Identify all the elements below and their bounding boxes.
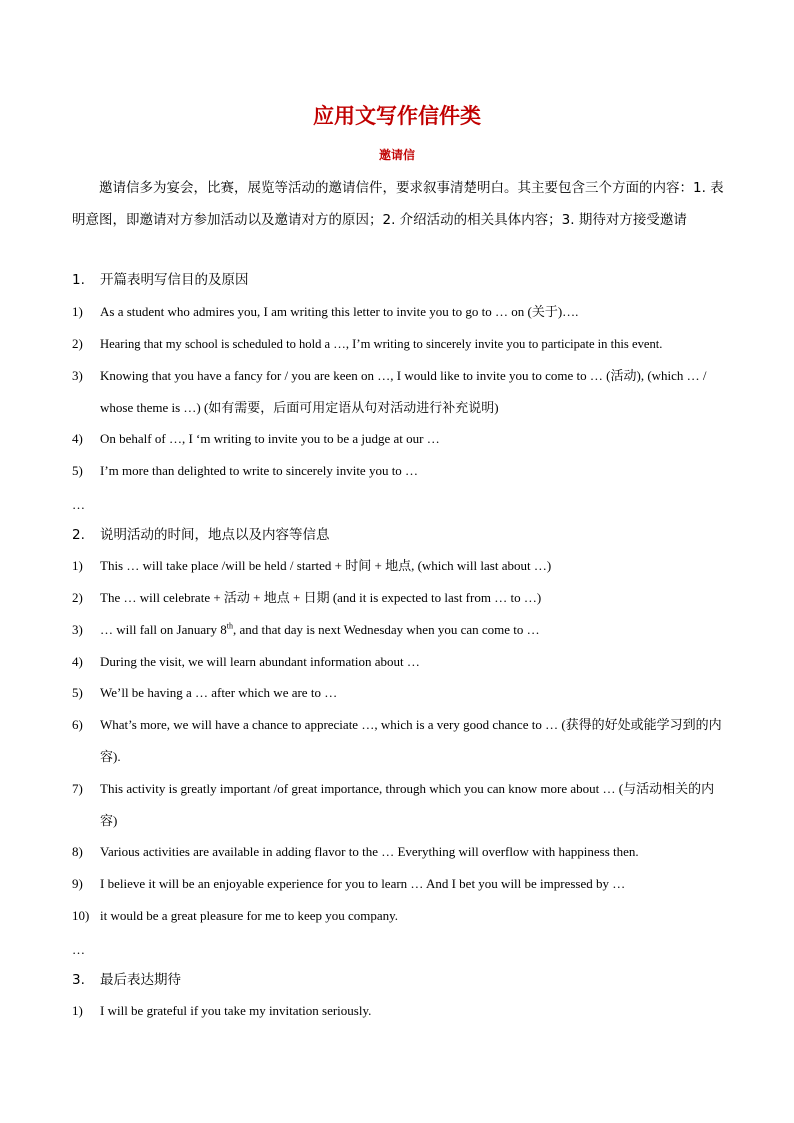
item-number: 3) bbox=[72, 622, 83, 637]
section-title: 开篇表明写信目的及原因 bbox=[100, 272, 249, 288]
item-number: 1) bbox=[72, 558, 83, 573]
section-title: 说明活动的时间，地点以及内容等信息 bbox=[100, 527, 330, 543]
superscript: th bbox=[226, 621, 233, 631]
item-text: What’s more, we will have a chance to appreciate …, which is a very good chance to … (获得的好处或能学习到的内容). bbox=[100, 717, 722, 764]
item-text: During the visit, we will learn abundant information about … bbox=[100, 654, 420, 669]
item-number: 4) bbox=[72, 431, 83, 446]
item-number: 4) bbox=[72, 654, 83, 669]
item-text bbox=[100, 614, 724, 646]
section-number: 1. bbox=[72, 272, 85, 288]
item-text: On behalf of …, I ‘m writing to invite you to be a judge at our … bbox=[100, 431, 440, 446]
item-number: 7) bbox=[72, 781, 83, 796]
item-text-part: , and that day is next Wednesday when you can come to … bbox=[232, 622, 540, 637]
item-number: 5) bbox=[72, 685, 83, 700]
item-text: I will be grateful if you take my invitation seriously. bbox=[100, 1003, 372, 1018]
section-number: 2. bbox=[72, 527, 85, 543]
ellipsis: … bbox=[72, 497, 85, 512]
item-number: 1) bbox=[72, 1003, 83, 1018]
item-number: 1) bbox=[72, 304, 83, 319]
item-text: it would be a great pleasure for me to keep you company. bbox=[100, 908, 399, 923]
section-title: 最后表达期待 bbox=[100, 972, 181, 988]
item-number: 2) bbox=[72, 336, 83, 351]
item-text: As a student who admires you, I am writing this letter to invite you to go to … on (关于)…. bbox=[100, 304, 579, 319]
item-number: 9) bbox=[72, 876, 83, 891]
item-text: This … will take place /will be held / started + 时间 + 地点, (which will last about …) bbox=[100, 558, 552, 573]
page-title: 应用文写作信件类 bbox=[313, 104, 481, 128]
intro-paragraph bbox=[72, 172, 724, 236]
item-text: The … will celebrate + 活动 + 地点 + 日期 (and it is expected to last from … to …) bbox=[100, 590, 542, 605]
item-text: This activity is greatly important /of great importance, through which you can know more about … (与活动相关的内容) bbox=[100, 781, 715, 828]
item-number: 3) bbox=[72, 368, 83, 383]
item-text: Hearing that my school is scheduled to hold a …, I’m writing to sincerely invite you to participate in this event. bbox=[100, 337, 663, 351]
item-text: Various activities are available in adding flavor to the … Everything will overflow with happiness then. bbox=[100, 844, 639, 859]
item-text: We’ll be having a … after which we are to … bbox=[100, 685, 338, 700]
item-text: Knowing that you have a fancy for / you are keen on …, I would like to invite you to come to … (活动), (which … / whose theme is …) (如有需要，后面可用定语从句对活动进行补充说明) bbox=[100, 368, 707, 415]
item-number: 10) bbox=[72, 908, 90, 923]
item-number: 8) bbox=[72, 844, 83, 859]
intro-text: 邀请信多为宴会，比赛，展览等活动的邀请信件，要求叙事清楚明白。其主要包含三个方面的内容：1. 表明意图，即邀请对方参加活动以及邀请对方的原因；2. 介绍活动的相关具体内容；3. 期待对方接受邀请 bbox=[72, 180, 724, 228]
page-subtitle: 邀请信 bbox=[378, 148, 415, 162]
item-text-part: … will fall on January 8 bbox=[100, 622, 227, 637]
item-text: I’m more than delighted to write to sincerely invite you to … bbox=[100, 463, 419, 478]
item-text: I believe it will be an enjoyable experience for you to learn … And I bet you will be impressed by … bbox=[100, 876, 626, 891]
item-number: 6) bbox=[72, 717, 83, 732]
item-number: 2) bbox=[72, 590, 83, 605]
item-number: 5) bbox=[72, 463, 83, 478]
ellipsis: … bbox=[72, 942, 85, 957]
section-number: 3. bbox=[72, 972, 85, 988]
